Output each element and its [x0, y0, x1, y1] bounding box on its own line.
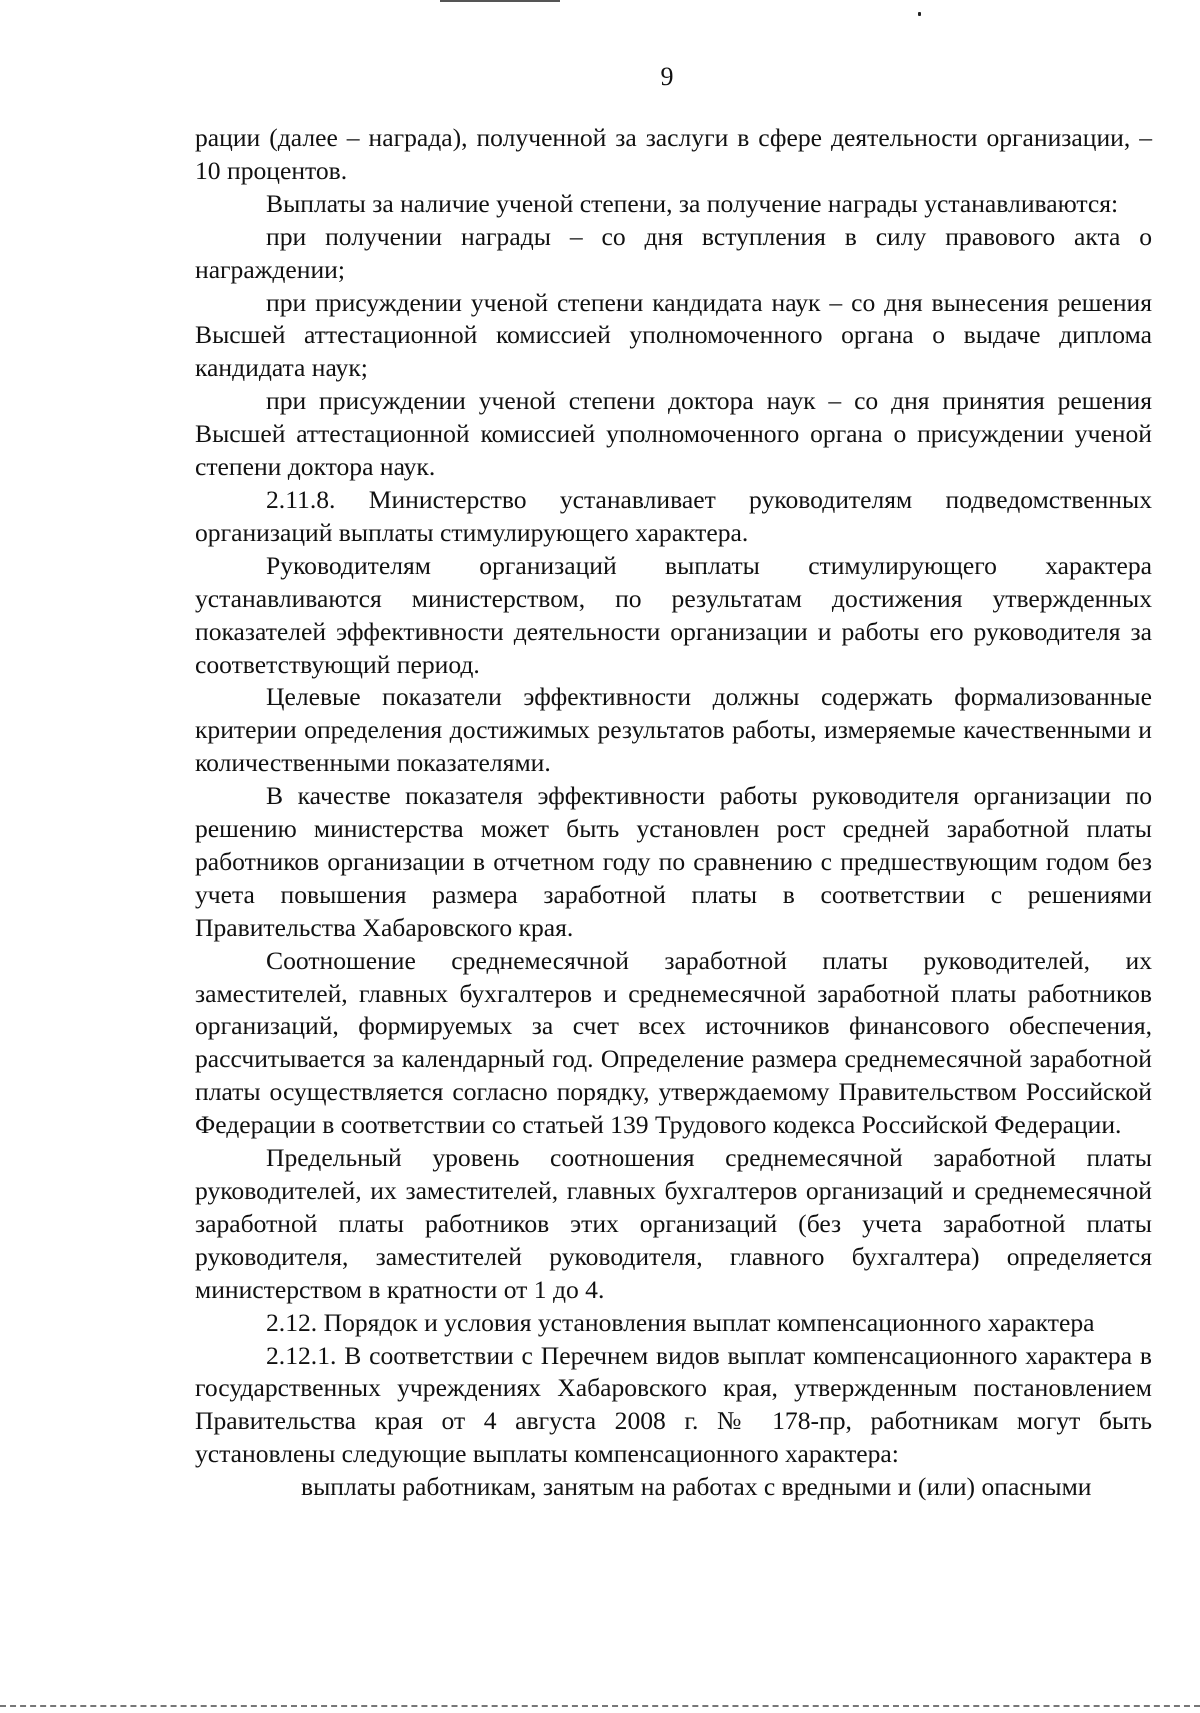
paragraph-14: выплаты работникам, занятым на работах с вредными и (или) опасными	[301, 1472, 1092, 1502]
paragraph-9: В качестве показателя эффективности работы руководителя организации по решению министерства может быть установлен рост средней заработной платы работников организации в отчетном году по сравнению с предшествующим годом без учета повышения размера заработной платы в соответствии с решениями Правительства Хабаровского края.	[195, 781, 1152, 942]
scan-artifact-top-line	[440, 0, 560, 2]
page-number: 9	[660, 62, 674, 91]
paragraph-8: Целевые показатели эффективности должны содержать формализованные критерии определения достижимых результатов работы, измеряемые качественными и количественными показателями.	[195, 682, 1152, 778]
scan-artifact-bottom-line	[0, 1705, 1200, 1707]
paragraph-3: при получении награды – со дня вступления в силу правового акта о награждении;	[195, 221, 1152, 284]
paragraph-11: Предельный уровень соотношения среднемесячной заработной платы руководителей, их заместителей, главных бухгалтеров организаций и среднемесячной заработной платы работников этих организаций (без учета заработной платы руководителя, заместителей руководителя, главного бухгалтера) определяется министерством в кратности от 1 до 4.	[195, 1143, 1152, 1304]
paragraph-4: при присуждении ученой степени кандидата наук – со дня вынесения решения Высшей аттестационной комиссией уполномоченного органа о выдаче диплома кандидата наук;	[195, 287, 1152, 383]
paragraph-5: при присуждении ученой степени доктора наук – со дня принятия решения Высшей аттестационной комиссией уполномоченного органа о присуждении ученой степени доктора наук.	[195, 386, 1152, 482]
paragraph-1: рации (далее – награда), полученной за заслуги в сфере деятельности организации, – 10 процентов.	[195, 123, 1152, 185]
paragraph-7: Руководителям организаций выплаты стимулирующего характера устанавливаются министерством, по результатам достижения утвержденных показателей эффективности деятельности организации и работы его руководителя за соответствующий период.	[195, 550, 1152, 679]
paragraph-2: Выплаты за наличие ученой степени, за получение награды устанавливаются:	[266, 188, 1119, 218]
section-heading-2-12: 2.12. Порядок и условия установления выплат компенсационного характера	[266, 1307, 1095, 1337]
scan-artifact-dot	[918, 12, 921, 16]
document-body	[195, 122, 1152, 1504]
paragraph-13: 2.12.1. В соответствии с Перечнем видов выплат компенсационного характера в государственных учреждениях Хабаровского края, утвержденным постановлением Правительства края от 4 августа 2008 г. № 178-пр, работникам могут быть установлены следующие выплаты компенсационного характера:	[195, 1340, 1152, 1469]
paragraph-10: Соотношение среднемесячной заработной платы руководителей, их заместителей, главных бухгалтеров и среднемесячной заработной платы работников организаций, формируемых за счет всех источников финансового обеспечения, рассчитывается за календарный год. Определение размера среднемесячной заработной платы осуществляется согласно порядку, утверждаемому Правительством Российской Федерации в соответствии со статьей 139 Трудового кодекса Российской Федерации.	[195, 945, 1152, 1140]
paragraph-6: 2.11.8. Министерство устанавливает руководителям подведомственных организаций выплаты стимулирующего характера.	[195, 484, 1152, 547]
